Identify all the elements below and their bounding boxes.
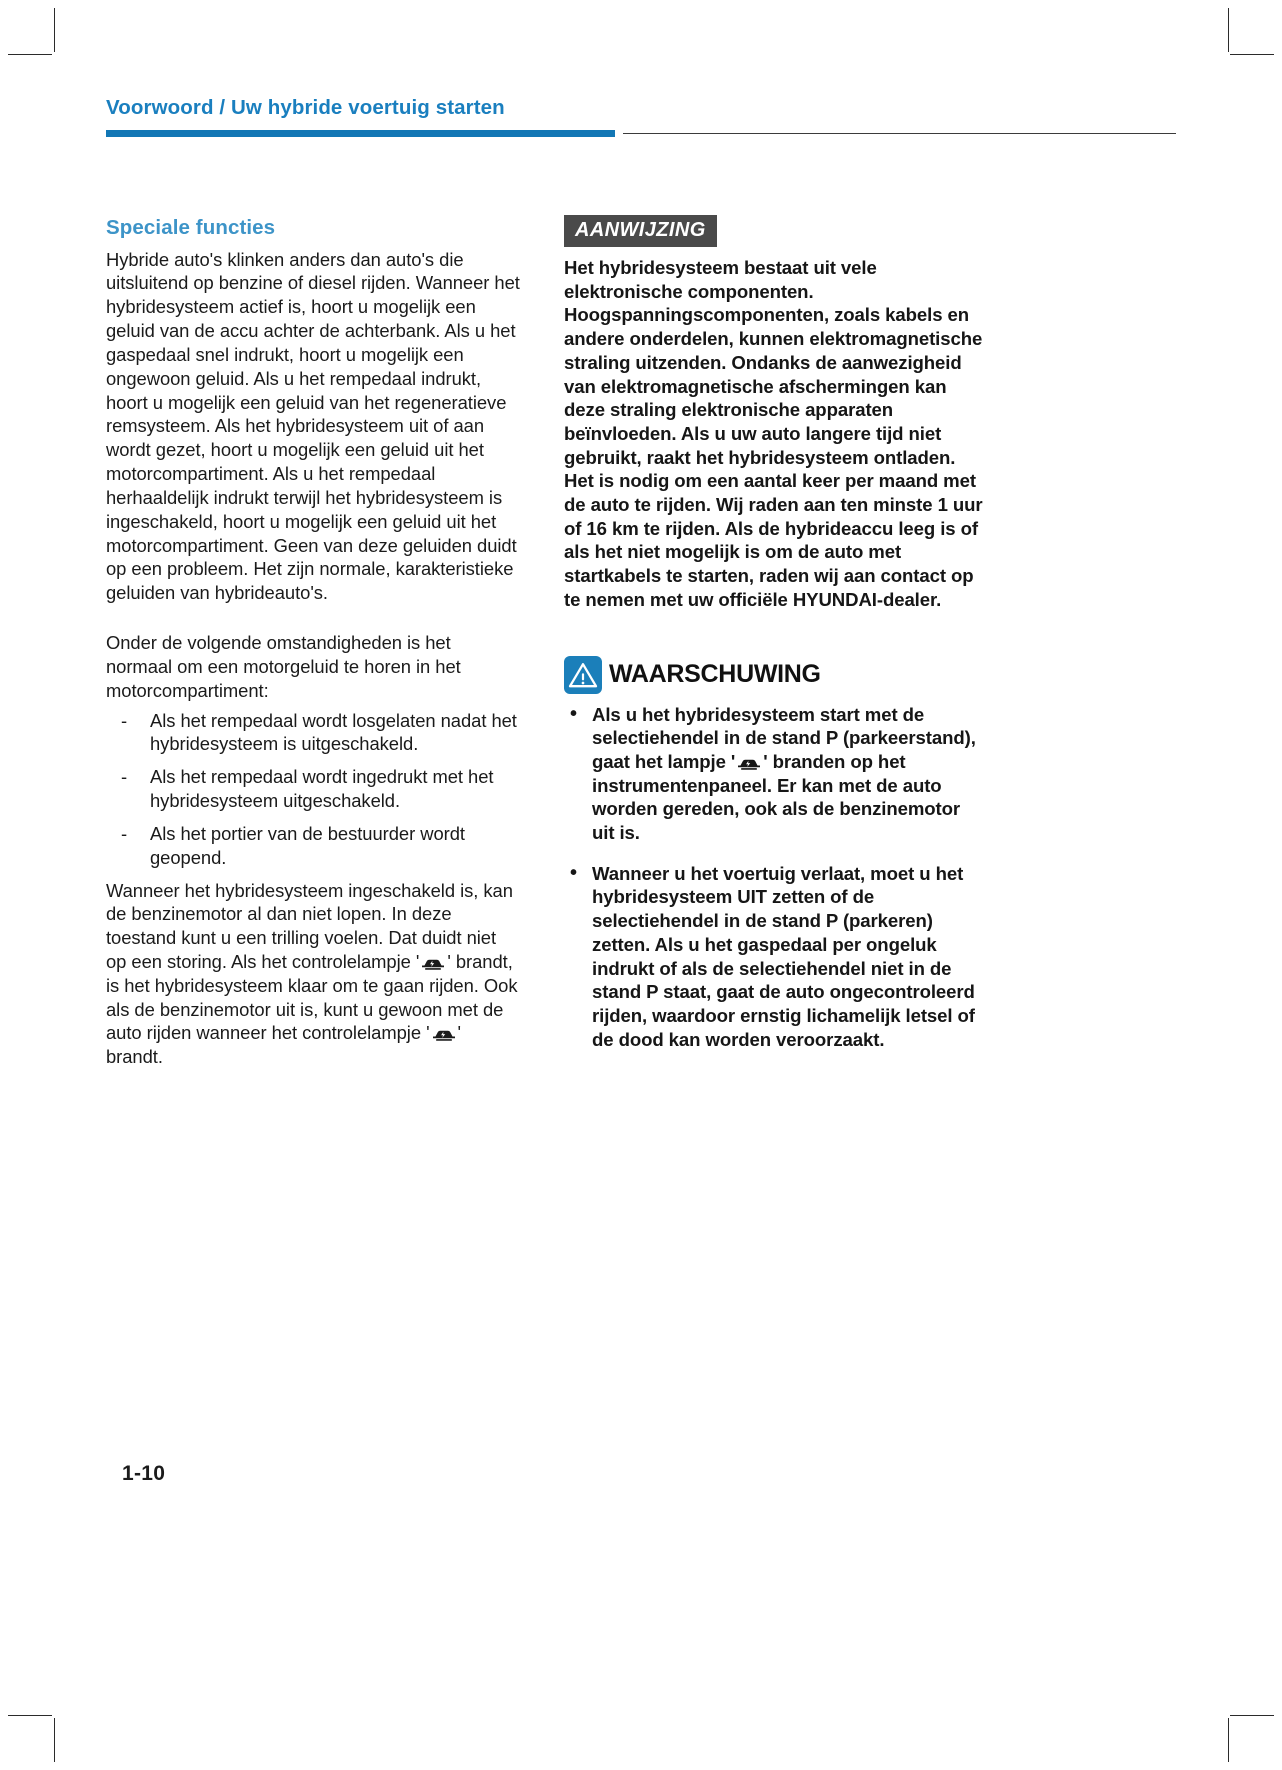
paragraph-special-functions: Hybride auto's klinken anders dan auto's die uitsluitend op benzine of diesel rijden. Wanneer het hybridesysteem actief is, hoort u mogelijk een geluid van de accu achter de achterbank. Als u het gaspedaal snel indrukt, hoort u mogelijk een ongewoon geluid. Als u het rempedaal indrukt, hoort u mogelijk een geluid van het regeneratieve remsysteem. Als het hybridesysteem uit of aan wordt gezet, hoort u mogelijk een geluid uit het motorcompartiment. Als u het rempedaal herhaaldelijk indrukt terwijl het hybridesysteem is ingeschakeld, hoort u mogelijk een geluid uit het motorcompartiment. Geen van deze geluiden duidt op een probleem. Het zijn normale, karakteristieke geluiden van hybrideauto's.: [106, 248, 520, 604]
paragraph-normal-conditions: Onder de volgende omstandigheden is het normaal om een motorgeluid te horen in het motorcompartiment:: [106, 632, 461, 701]
page-title: Speciale functies: [106, 216, 276, 239]
crop-mark-top-left: [54, 8, 55, 52]
paragraph-ready-indicator-part3: ' brandt.: [106, 1022, 462, 1068]
right-column: [564, 215, 984, 1069]
warning-bullet-part2: ' branden op het instrumentenpaneel. Er kan met de auto worden gereden, ook als de benzinemotor uit is.: [592, 750, 961, 844]
header-rules: [106, 130, 1176, 137]
list-item: [106, 765, 520, 813]
crop-mark-top-right: [1228, 8, 1229, 52]
paragraph-ready-indicator-part2: ' brandt, is het hybridesysteem klaar om te gaan rijden. Ook als de benzinemotor uit is, kunt u gewoon met de auto rijden wanneer het controlelampje ': [106, 950, 518, 1044]
header-rule-thick: [106, 130, 615, 137]
crop-mark-bottom-left: [54, 1718, 55, 1762]
normal-conditions-list: [106, 709, 520, 870]
list-item-label: Als het rempedaal wordt ingedrukt met het hybridesysteem uitgeschakeld.: [150, 766, 494, 812]
hybrid-ready-indicator-icon: [736, 756, 762, 770]
page-columns: [106, 215, 1176, 1069]
paragraph-ready-indicator: [106, 879, 520, 1070]
page-number: 1-10: [122, 1462, 166, 1485]
warning-header: [564, 656, 984, 694]
warning-bullet-list: [564, 703, 984, 1052]
header-rule-thin: [623, 133, 1176, 134]
hybrid-ready-indicator-icon: [431, 1027, 457, 1041]
list-item: [564, 703, 984, 845]
warning-bullet-part1: Wanneer u het voertuig verlaat, moet u het hybridesysteem UIT zetten of de selectiehendel in de stand P (parkeren) zetten. Als u het gaspedaal per ongeluk indrukt of als de selectiehendel niet in de stand P staat, gaat de auto ongecontroleerd rijden, waardoor ernstig lichamelijk letsel of de dood kan worden veroorzaakt.: [592, 862, 975, 1050]
page-header: [106, 96, 1176, 137]
warning-label: WAARSCHUWING: [609, 660, 821, 689]
list-item: [564, 862, 984, 1052]
paragraph-spacer: [106, 605, 520, 631]
dash-marker: -: [121, 709, 128, 731]
notice-tag: AANWIJZING: [564, 215, 717, 247]
notice-body: Het hybridesysteem bestaat uit vele elektronische componenten. Hoogspanningscomponenten, zoals kabels en andere onderdelen, kunnen elektromagnetische straling uitzenden. Ondanks de aanwezigheid van elektromagnetische afschermingen kan deze straling elektronische apparaten beïnvloeden. Als u uw auto langere tijd niet gebruikt, raakt het hybridesysteem ontladen. Het is nodig om een aantal keer per maand met de auto te rijden. Wij raden aan ten minste 1 uur of 16 km te rijden. Als de hybrideaccu leeg is of als het niet mogelijk is om de auto met startkabels te starten, raden wij aan contact op te nemen met uw officiële HYUNDAI-dealer.: [564, 257, 983, 610]
list-item: [106, 709, 520, 757]
hybrid-ready-indicator-icon: [420, 956, 446, 970]
warning-bullet-part1: Als u het hybridesysteem start met de selectiehendel in de stand P (parkeerstand), gaat het lampje ': [592, 703, 976, 772]
crop-mark-bottom-right: [1228, 1718, 1229, 1762]
crop-mark-right-bottom: [1230, 1715, 1274, 1716]
crop-mark-left-bottom: [8, 1715, 52, 1716]
crop-mark-right-top: [1230, 54, 1274, 55]
bullet-marker: •: [570, 861, 577, 884]
dash-marker: -: [121, 822, 128, 844]
paragraph-ready-indicator-part1: Wanneer het hybridesysteem ingeschakeld is, kan de benzinemotor al dan niet lopen. In deze toestand kunt u een trilling voelen. Dat duidt niet op een storing. Als het controlelampje ': [106, 879, 513, 972]
left-column: [106, 215, 520, 1069]
dash-marker: -: [121, 766, 128, 788]
list-item-label: Als het rempedaal wordt losgelaten nadat het hybridesysteem is uitgeschakeld.: [150, 709, 517, 755]
bullet-marker: •: [570, 702, 577, 725]
list-item: [106, 822, 520, 870]
warning-triangle-icon: [564, 656, 602, 694]
crop-mark-left-top: [8, 54, 52, 55]
list-item-label: Als het portier van de bestuurder wordt geopend.: [150, 822, 465, 868]
breadcrumb: Voorwoord / Uw hybride voertuig starten: [106, 96, 505, 119]
